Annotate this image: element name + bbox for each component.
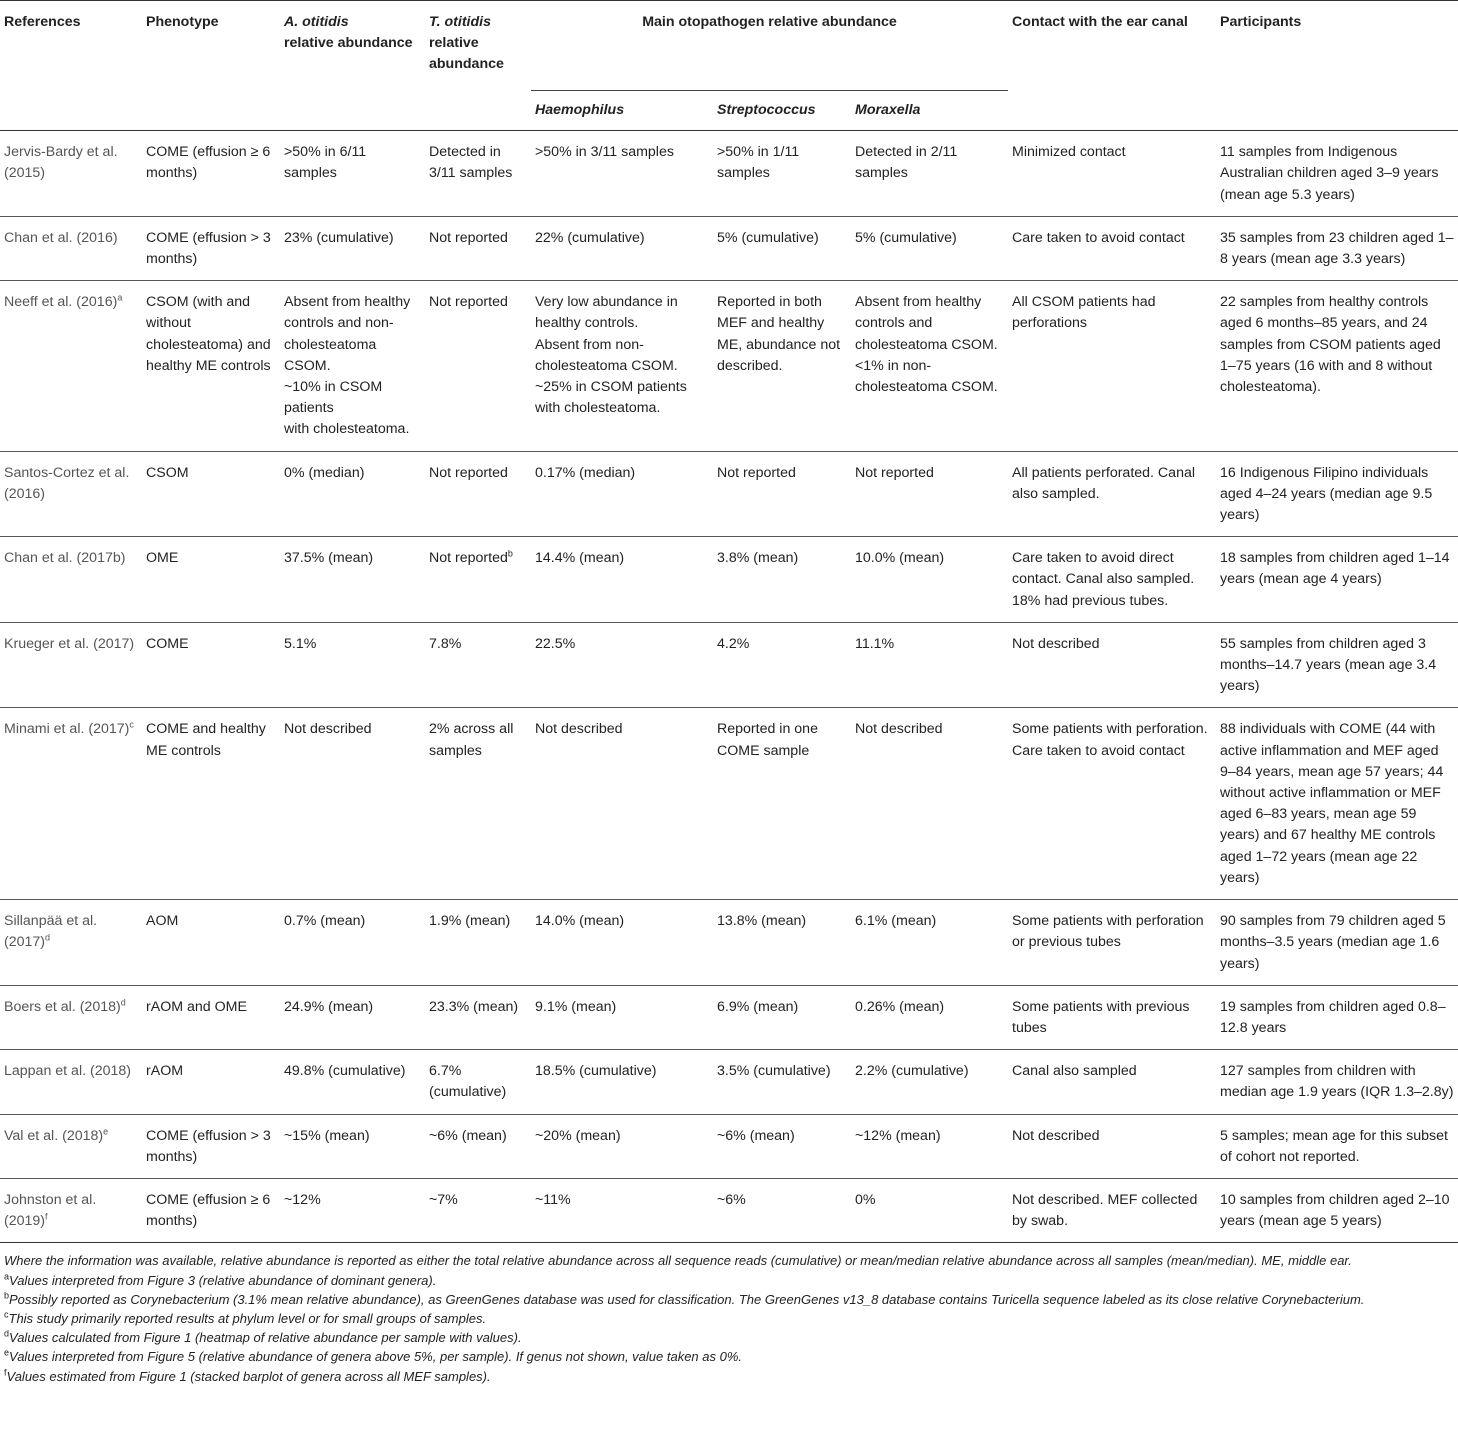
table-row bbox=[0, 537, 1458, 623]
cell-haemophilus: 18.5% (cumulative) bbox=[531, 1050, 713, 1114]
cell-haemophilus: Not described bbox=[531, 708, 713, 900]
cell-streptococcus: 5% (cumulative) bbox=[713, 216, 851, 280]
cell-contact: Care taken to avoid direct contact. Canal also sampled. 18% had previous tubes. bbox=[1008, 537, 1216, 623]
cell-moraxella: Not reported bbox=[851, 451, 1008, 537]
cell-moraxella: 10.0% (mean) bbox=[851, 537, 1008, 623]
footnote-marker: e bbox=[103, 1125, 109, 1136]
cell-reference: Lappan et al. (2018) bbox=[0, 1050, 142, 1114]
footnote-b: $^b$Possibly reported as Corynebacterium (3.1% mean relative abundance), as GreenGenes database was used for classification. The GreenGenes v13_8 database contains Turicella sequence labeled as its close relative Corynebacterium. bbox=[4, 1290, 1365, 1307]
cell-streptococcus: 3.8% (mean) bbox=[713, 537, 851, 623]
cell-t-otitidis: 2% across all samples bbox=[425, 708, 531, 900]
cell-haemophilus: ~11% bbox=[531, 1178, 713, 1242]
cell-haemophilus: 22% (cumulative) bbox=[531, 216, 713, 280]
cell-streptococcus: 13.8% (mean) bbox=[713, 900, 851, 986]
cell-contact: Some patients with previous tubes bbox=[1008, 985, 1216, 1049]
footnote-marker: c bbox=[129, 719, 134, 730]
footnote-d: $^d$Values calculated from Figure 1 (heatmap of relative abundance per sample with values). bbox=[4, 1328, 522, 1346]
table-row bbox=[0, 1178, 1458, 1242]
col-header-streptococcus: Streptococcus bbox=[717, 102, 816, 118]
table-row bbox=[0, 281, 1458, 451]
cell-streptococcus: ~6% bbox=[713, 1178, 851, 1242]
cell-participants: 18 samples from children aged 1–14 years (mean age 4 years) bbox=[1216, 537, 1458, 623]
cell-reference: Neeff et al. $(2016)^a$ bbox=[0, 281, 142, 451]
cell-a-otitidis: Absent from healthy controls and non-cholesteatoma CSOM. ~10% in CSOM patients with cholesteatoma. bbox=[280, 281, 425, 451]
cell-moraxella: 6.1% (mean) bbox=[851, 900, 1008, 986]
footnote-marker: d bbox=[120, 996, 126, 1007]
cell-streptococcus: >50% in 1/11 samples bbox=[713, 131, 851, 217]
cell-reference: Jervis-Bardy et al. (2015) bbox=[0, 131, 142, 217]
t-otitidis-name: T. otitidis bbox=[429, 14, 491, 30]
cell-phenotype: OME bbox=[142, 537, 280, 623]
cell-t-otitidis: 6.7% (cumulative) bbox=[425, 1050, 531, 1114]
cell-t-otitidis: ~6% (mean) bbox=[425, 1114, 531, 1178]
cell-a-otitidis: 37.5% (mean) bbox=[280, 537, 425, 623]
cell-t-otitidis: ~7% bbox=[425, 1178, 531, 1242]
cell-haemophilus: 9.1% (mean) bbox=[531, 985, 713, 1049]
cell-phenotype: AOM bbox=[142, 900, 280, 986]
cell-streptococcus: 3.5% (cumulative) bbox=[713, 1050, 851, 1114]
cell-t-otitidis: Not reported$^b$ bbox=[425, 537, 531, 623]
footnote-general: Where the information was available, relative abundance is reported as either the total relative abundance across all sequence reads (cumulative) or mean/median relative abundance across all samples (mean/median). ME, middle ear. bbox=[4, 1253, 1352, 1269]
cell-participants: 10 samples from children aged 2–10 years (mean age 5 years) bbox=[1216, 1178, 1458, 1242]
cell-a-otitidis: >50% in 6/11 samples bbox=[280, 131, 425, 217]
cell-participants: 90 samples from 79 children aged 5 months–3.5 years (median age 1.6 years) bbox=[1216, 900, 1458, 986]
cell-moraxella: 0.26% (mean) bbox=[851, 985, 1008, 1049]
cell-participants: 55 samples from children aged 3 months–14.7 years (mean age 3.4 years) bbox=[1216, 622, 1458, 708]
cell-moraxella: 5% (cumulative) bbox=[851, 216, 1008, 280]
col-header-a-otitidis bbox=[280, 1, 425, 131]
cell-reference: Minami et al. $(2017)^c$ bbox=[0, 708, 142, 900]
cell-streptococcus: 6.9% (mean) bbox=[713, 985, 851, 1049]
a-otitidis-name: A. otitidis bbox=[284, 14, 349, 30]
col-header-phenotype: Phenotype bbox=[142, 1, 280, 131]
cell-contact: Care taken to avoid contact bbox=[1008, 216, 1216, 280]
cell-participants: 88 individuals with COME (44 with active inflammation and MEF aged 9–84 years, mean age 57 years; 44 without active inflammation or MEF aged 6–83 years, mean age 59 years) and 67 healthy ME controls aged 1–72 years (mean age 22 years) bbox=[1216, 708, 1458, 900]
col-header-participants: Participants bbox=[1216, 1, 1458, 131]
cell-contact: Canal also sampled bbox=[1008, 1050, 1216, 1114]
cell-t-otitidis: Not reported bbox=[425, 216, 531, 280]
cell-phenotype: COME (effusion ≥ 6 months) bbox=[142, 131, 280, 217]
cell-contact: All patients perforated. Canal also sampled. bbox=[1008, 451, 1216, 537]
cell-phenotype: CSOM (with and without cholesteatoma) and healthy ME controls bbox=[142, 281, 280, 451]
cell-reference: Boers et al. $(2018)^d$ bbox=[0, 985, 142, 1049]
cell-streptococcus: Reported in one COME sample bbox=[713, 708, 851, 900]
cell-a-otitidis: 49.8% (cumulative) bbox=[280, 1050, 425, 1114]
cell-phenotype: rAOM and OME bbox=[142, 985, 280, 1049]
col-header-moraxella: Moraxella bbox=[855, 102, 921, 118]
cell-participants: 22 samples from healthy controls aged 6 months–85 years, and 24 samples from CSOM patients aged 1–75 years (16 with and 8 without cholesteatoma). bbox=[1216, 281, 1458, 451]
col-header-otopathogen-group: Main otopathogen relative abundance bbox=[531, 1, 1008, 71]
cell-contact: Minimized contact bbox=[1008, 131, 1216, 217]
col-header-haemophilus: Haemophilus bbox=[535, 102, 625, 118]
footnote-a: $^a$Values interpreted from Figure 3 (relative abundance of dominant genera). bbox=[4, 1271, 437, 1288]
cell-haemophilus: >50% in 3/11 samples bbox=[531, 131, 713, 217]
cell-haemophilus: ~20% (mean) bbox=[531, 1114, 713, 1178]
footnote-f: $^f$Values estimated from Figure 1 (stacked barplot of genera across all MEF samples). bbox=[4, 1367, 491, 1384]
cell-a-otitidis: ~12% bbox=[280, 1178, 425, 1242]
t-otitidis-sub: relative abundance bbox=[429, 35, 504, 73]
cell-t-otitidis: Not reported bbox=[425, 451, 531, 537]
col-header-contact: Contact with the ear canal bbox=[1008, 1, 1216, 131]
cell-t-otitidis: 7.8% bbox=[425, 622, 531, 708]
cell-reference: Chan et al. (2017b) bbox=[0, 537, 142, 623]
cell-streptococcus: Not reported bbox=[713, 451, 851, 537]
col-header-references: References bbox=[0, 1, 142, 131]
cell-t-otitidis: 23.3% (mean) bbox=[425, 985, 531, 1049]
cell-phenotype: COME and healthy ME controls bbox=[142, 708, 280, 900]
cell-contact: Not described. MEF collected by swab. bbox=[1008, 1178, 1216, 1242]
table-row bbox=[0, 900, 1458, 986]
cell-a-otitidis: 24.9% (mean) bbox=[280, 985, 425, 1049]
col-header-t-otitidis bbox=[425, 1, 531, 131]
cell-haemophilus: Very low abundance in healthy controls. Absent from non-cholesteatoma CSOM. ~25% in CSOM patients with cholesteatoma. bbox=[531, 281, 713, 451]
footnote-marker: b bbox=[507, 548, 513, 559]
group-rule bbox=[531, 70, 1008, 91]
footnote-e: $^e$Values interpreted from Figure 5 (relative abundance of genera above 5%, per sample). If genus not shown, value taken as 0%. bbox=[4, 1348, 743, 1365]
cell-moraxella: ~12% (mean) bbox=[851, 1114, 1008, 1178]
cell-participants: 127 samples from children with median age 1.9 years (IQR 1.3–2.8y) bbox=[1216, 1050, 1458, 1114]
cell-haemophilus: 22.5% bbox=[531, 622, 713, 708]
cell-t-otitidis: Not reported bbox=[425, 281, 531, 451]
cell-phenotype: CSOM bbox=[142, 451, 280, 537]
cell-participants: 16 Indigenous Filipino individuals aged 4–24 years (median age 9.5 years) bbox=[1216, 451, 1458, 537]
cell-moraxella: Detected in 2/11 samples bbox=[851, 131, 1008, 217]
cell-contact: Some patients with perforation. Care taken to avoid contact bbox=[1008, 708, 1216, 900]
footnote-c: $^c$This study primarily reported results at phylum level or for small groups of samples. bbox=[4, 1309, 487, 1326]
table-row bbox=[0, 451, 1458, 537]
cell-contact: Not described bbox=[1008, 1114, 1216, 1178]
cell-phenotype: rAOM bbox=[142, 1050, 280, 1114]
table-row bbox=[0, 708, 1458, 900]
cell-participants: 11 samples from Indigenous Australian children aged 3–9 years (mean age 5.3 years) bbox=[1216, 131, 1458, 217]
table-row bbox=[0, 131, 1458, 217]
cell-reference: Johnston et al. $(2019)^f$ bbox=[0, 1178, 142, 1242]
cell-t-otitidis: 1.9% (mean) bbox=[425, 900, 531, 986]
cell-streptococcus: Reported in both MEF and healthy ME, abundance not described. bbox=[713, 281, 851, 451]
cell-reference: Chan et al. (2016) bbox=[0, 216, 142, 280]
cell-reference: Sillanpää et al. $(2017)^d$ bbox=[0, 900, 142, 986]
footnote-marker: d bbox=[45, 932, 51, 943]
cell-moraxella: Not described bbox=[851, 708, 1008, 900]
cell-reference: Santos-Cortez et al. (2016) bbox=[0, 451, 142, 537]
table-row bbox=[0, 1114, 1458, 1178]
cell-moraxella: Absent from healthy controls and cholesteatoma CSOM. <1% in non-cholesteatoma CSOM. bbox=[851, 281, 1008, 451]
a-otitidis-sub: relative abundance bbox=[284, 35, 413, 52]
cell-phenotype: COME (effusion > 3 months) bbox=[142, 216, 280, 280]
cell-phenotype: COME (effusion ≥ 6 months) bbox=[142, 1178, 280, 1242]
cell-streptococcus: 4.2% bbox=[713, 622, 851, 708]
cell-contact: Not described bbox=[1008, 622, 1216, 708]
footnote-marker: a bbox=[117, 292, 123, 303]
cell-contact: All CSOM patients had perforations bbox=[1008, 281, 1216, 451]
table-row bbox=[0, 216, 1458, 280]
cell-reference: Val et al. $(2018)^e$ bbox=[0, 1114, 142, 1178]
cell-a-otitidis: ~15% (mean) bbox=[280, 1114, 425, 1178]
cell-t-otitidis: Detected in 3/11 samples bbox=[425, 131, 531, 217]
cell-moraxella: 2.2% (cumulative) bbox=[851, 1050, 1008, 1114]
cell-phenotype: COME (effusion > 3 months) bbox=[142, 1114, 280, 1178]
table-row bbox=[0, 1050, 1458, 1114]
table-row bbox=[0, 985, 1458, 1049]
cell-moraxella: 11.1% bbox=[851, 622, 1008, 708]
cell-a-otitidis: 5.1% bbox=[280, 622, 425, 708]
cell-a-otitidis: 0.7% (mean) bbox=[280, 900, 425, 986]
cell-a-otitidis: 23% (cumulative) bbox=[280, 216, 425, 280]
cell-participants: 19 samples from children aged 0.8–12.8 years bbox=[1216, 985, 1458, 1049]
cell-a-otitidis: Not described bbox=[280, 708, 425, 900]
cell-moraxella: 0% bbox=[851, 1178, 1008, 1242]
table-row bbox=[0, 622, 1458, 708]
cell-phenotype: COME bbox=[142, 622, 280, 708]
footnotes bbox=[0, 1243, 1458, 1385]
cell-haemophilus: 0.17% (median) bbox=[531, 451, 713, 537]
cell-reference: Krueger et al. (2017) bbox=[0, 622, 142, 708]
cell-contact: Some patients with perforation or previous tubes bbox=[1008, 900, 1216, 986]
cell-haemophilus: 14.4% (mean) bbox=[531, 537, 713, 623]
cell-haemophilus: 14.0% (mean) bbox=[531, 900, 713, 986]
cell-a-otitidis: 0% (median) bbox=[280, 451, 425, 537]
cell-streptococcus: ~6% (mean) bbox=[713, 1114, 851, 1178]
table-body bbox=[0, 131, 1458, 1243]
footnote-marker: f bbox=[45, 1211, 48, 1222]
cell-participants: 5 samples; mean age for this subset of cohort not reported. bbox=[1216, 1114, 1458, 1178]
cell-participants: 35 samples from 23 children aged 1–8 years (mean age 3.3 years) bbox=[1216, 216, 1458, 280]
